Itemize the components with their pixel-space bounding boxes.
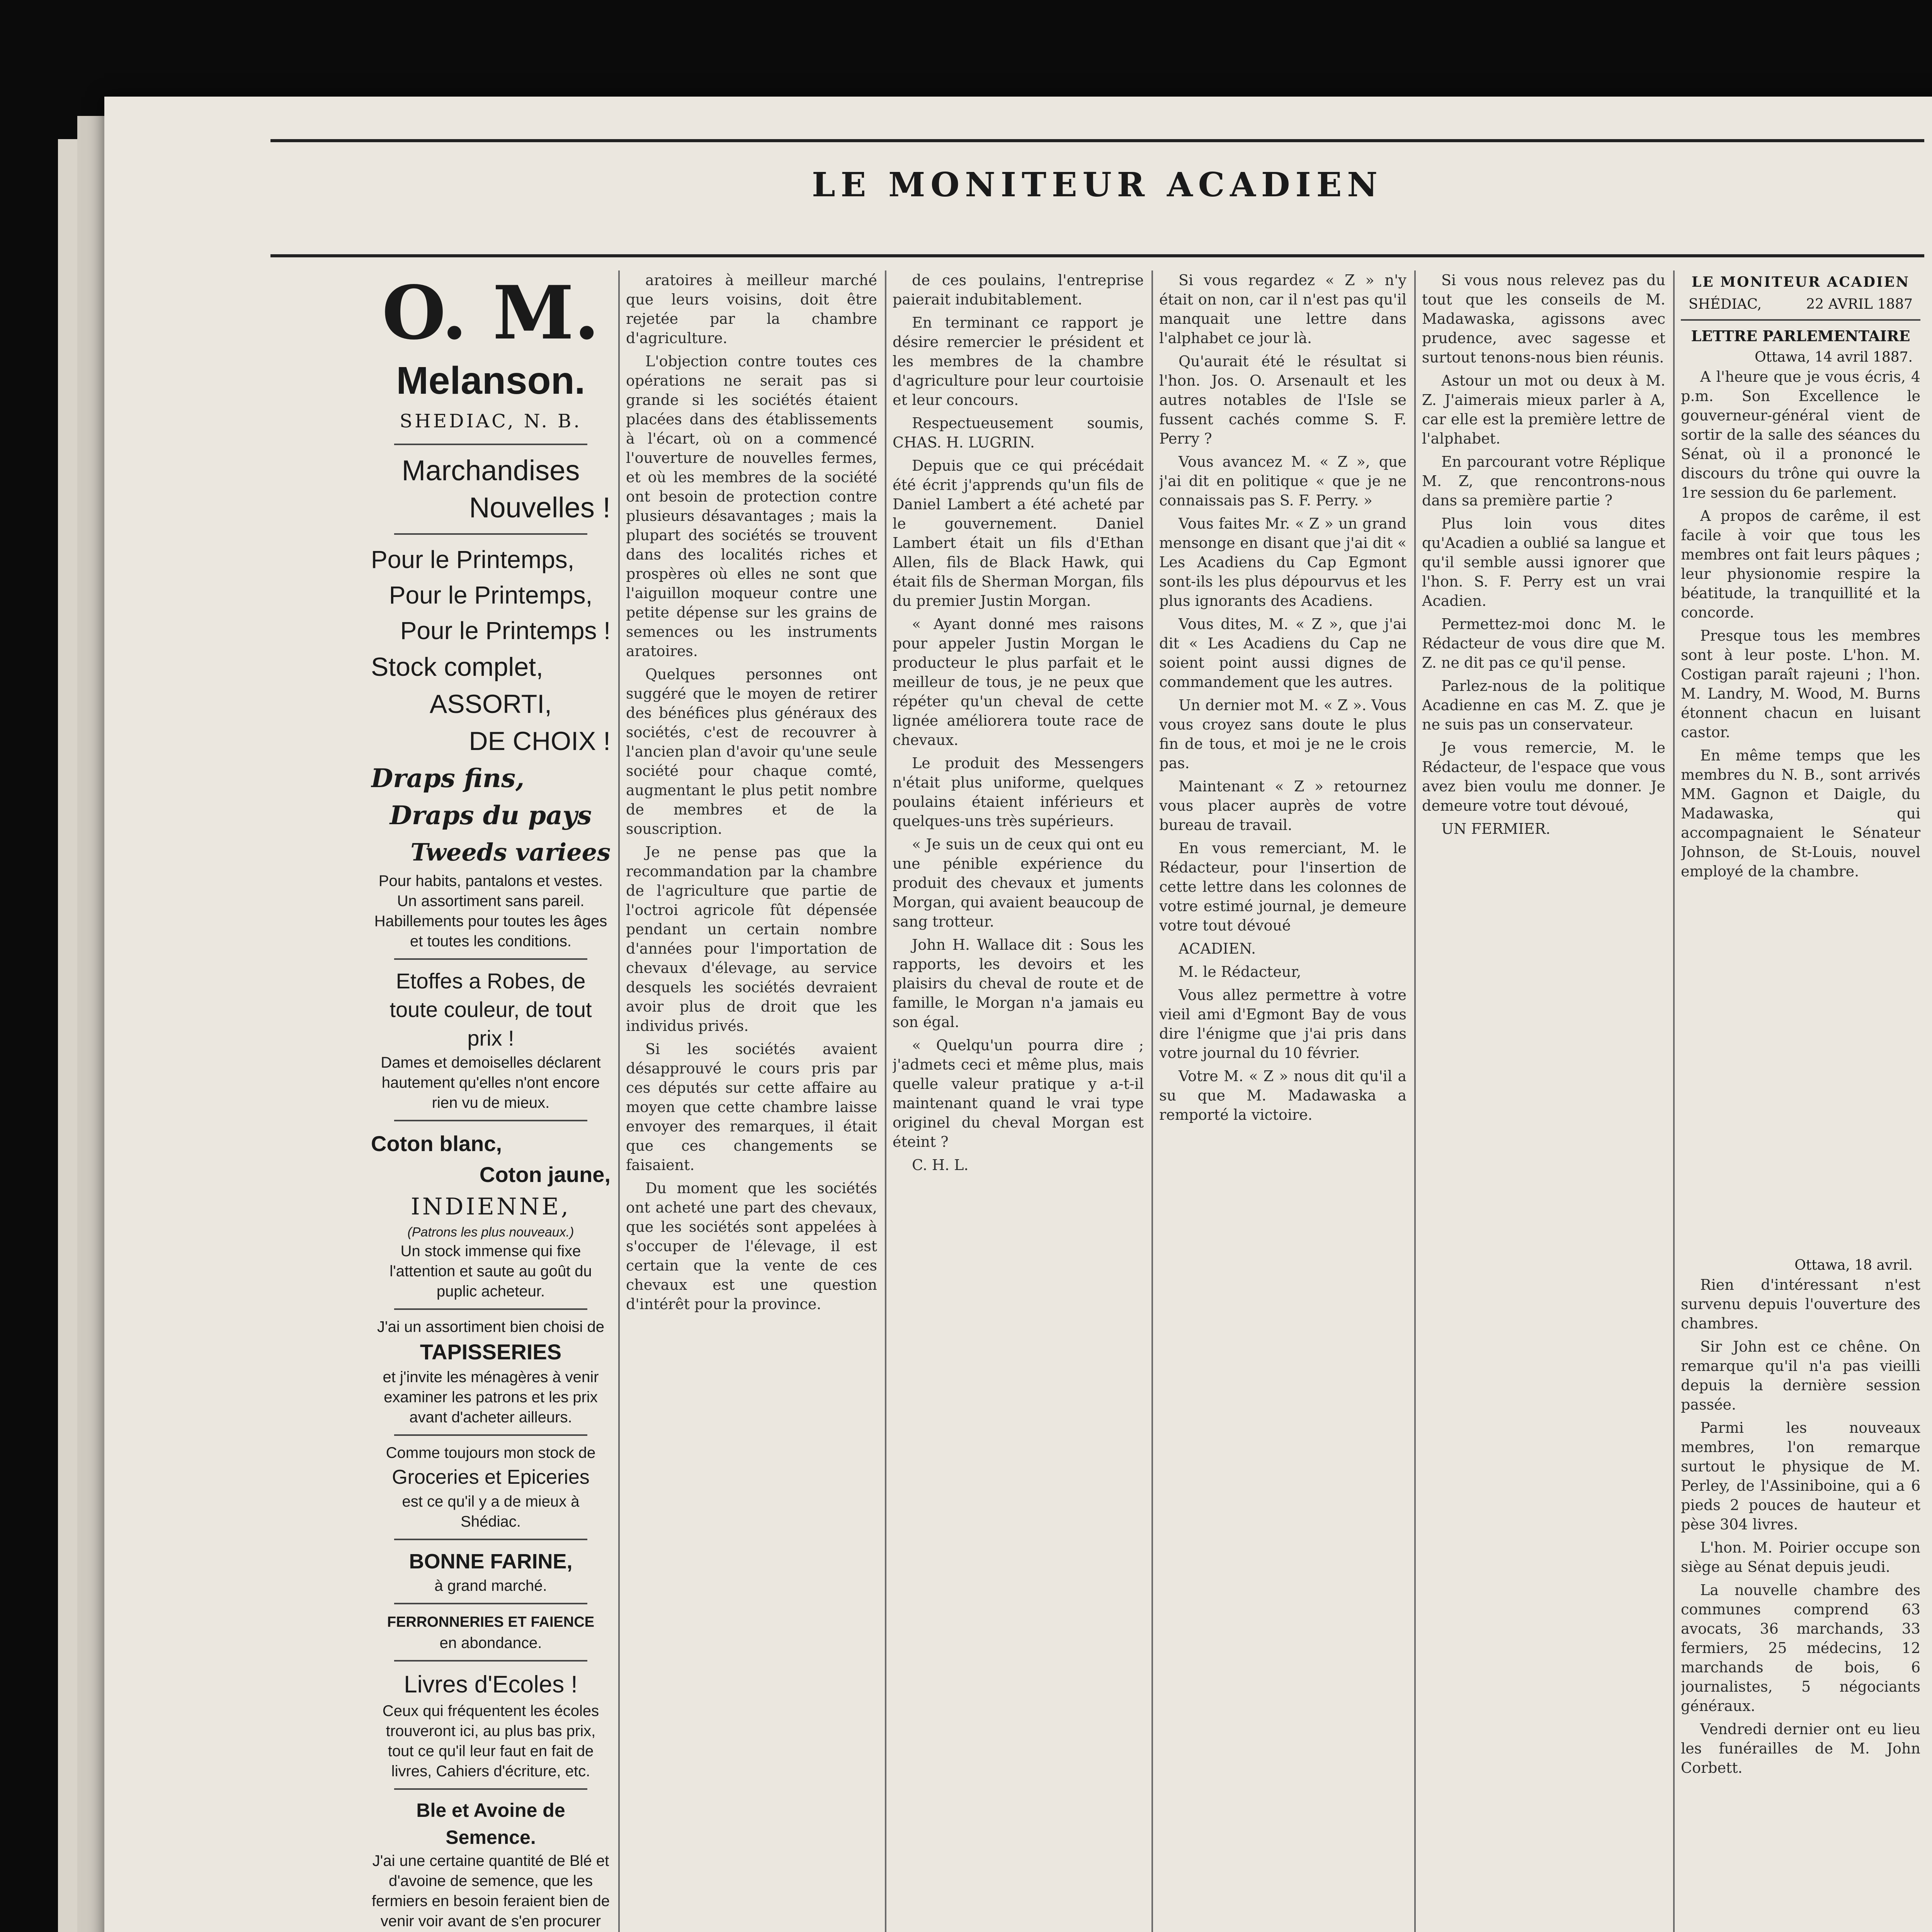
- paragraph: Si les sociétés avaient désapprouvé le cours pris par ces députés sur cette affaire au moyen que cette chambre laisse envoyer des remarques, il était que ces changements se faisaient.: [626, 1041, 877, 1173]
- paragraph: A propos de carême, il est facile à voir que tous les membres ont fait leurs pâques ; leur physionomie respire la béatitude, la tranquillité et la concorde.: [1681, 507, 1920, 621]
- divider: [394, 533, 587, 535]
- advert-initials: O. M.: [382, 270, 600, 356]
- indienne-line: INDIENNE,: [411, 1193, 571, 1220]
- paragraph: Vous avancez M. « Z », que j'ai dit en politique « que je ne connaissais pas S. F. Perry. »: [1159, 453, 1406, 509]
- article-column-2: [626, 270, 877, 1932]
- ferronneries-sub: en abondance.: [439, 1634, 542, 1651]
- livres-text: Ceux qui fréquentent les écoles trouveront ici, au plus bas prix, tout ce qu'il leur faut en fait de livres, Cahiers d'écriture, etc.: [382, 1702, 599, 1780]
- ferronneries-heading: FERRONNERIES ET FAIENCE: [387, 1614, 595, 1630]
- lettre-dateline: Ottawa, 14 avril 1887.: [1755, 349, 1913, 365]
- paragraph: Vous dites, M. « Z », que j'ai dit « Les Acadiens du Cap ne soient point aussi dignes de commandement que les autres.: [1159, 616, 1406, 690]
- tapisseries-heading: TAPISSERIES: [420, 1340, 562, 1364]
- divider: [1681, 319, 1920, 321]
- divider: [394, 958, 587, 960]
- masthead-title: LE MONITEUR ACADIEN: [812, 165, 1383, 204]
- coton-line: Coton jaune,: [479, 1162, 611, 1187]
- advert-name: Melanson.: [396, 359, 585, 402]
- paragraph: L'hon. M. Poirier occupe son siège au Sénat depuis jeudi.: [1681, 1539, 1920, 1575]
- paragraph: L'objection contre toutes ces opérations ne serait pas si grande si les sociétés étaient placées dans des établissements à l'écart, où on a commencé l'ouverture de nouvelles fermes, et où les membres de la société ont besoin de protection contre plusieurs désavantages ; mais la plupart des sociétés se trouvent dans des localités riches et prospères où elles ne sont que l'aiguillon moqueur contre une petite dépense sur les grains de semences ou les instruments aratoires.: [626, 353, 877, 660]
- habits-text: Pour habits, pantalons et vestes. Un assortiment sans pareil. Habillements pour toutes les âges et toutes les conditions.: [374, 872, 607, 950]
- spring-line: Pour le Printemps,: [371, 546, 575, 573]
- paragraph: Je ne pense pas que la recommandation par la chambre de l'agriculture que partie de l'octroi agricole fût dépensée pendant un certain nombre d'années pour l'importation de chevaux d'élevage, au service desquels les sociétés devraient avoir plus de droit que les individus privés.: [626, 844, 877, 1034]
- paragraph: « Ayant donné mes raisons pour appeler Justin Morgan le producteur le plus parfait et le meilleur de tous, je ne peux que répéter qu'un cheval de cette lignée améliorera toute race de chevaux.: [893, 616, 1144, 748]
- paragraph: « Quelqu'un pourra dire ; j'admets ceci et même plus, mais quelle valeur pratique y a-t-il maintenant quand le vrai type originel du cheval Morgan est éteint ?: [893, 1037, 1144, 1150]
- stock-line: ASSORTI,: [429, 689, 552, 719]
- groceries-intro: Comme toujours mon stock de: [386, 1444, 596, 1461]
- spring-line: Pour le Printemps !: [400, 617, 611, 645]
- paragraph: John H. Wallace dit : Sous les rapports, les devoirs et les plaisirs du cheval de route et de famille, le Morgan n'a jamais eu son égal.: [893, 936, 1144, 1031]
- column-rule: [618, 270, 620, 1932]
- paragraph: En même temps que les membres du N. B., sont arrivés MM. Gagnon et Daigle, du Madawaska, qui accompagnaient le Sénateur Johnson, de St-Louis, nouvel employé de la chambre.: [1681, 747, 1920, 880]
- advert-heading: Marchandises: [401, 454, 580, 486]
- local-masthead: LE MONITEUR ACADIEN: [1691, 274, 1910, 290]
- paragraph: M. le Rédacteur,: [1179, 963, 1301, 980]
- paragraph: Depuis que ce qui précédait été écrit j'apprends qu'un fils de Daniel Lambert a été acheté par le gouvernement. Daniel Lambert était un fils d'Ethan Allen, fils de Black Hawk, qui était fils de Sherman Morgan, fils du premier Justin Morgan.: [893, 457, 1144, 609]
- article-column-5: [1422, 270, 1665, 1932]
- groceries-text: est ce qu'il y a de mieux à Shédiac.: [402, 1493, 580, 1530]
- advert-column: [371, 270, 611, 1932]
- groceries-heading: Groceries et Epiceries: [392, 1466, 590, 1488]
- ble-heading: Ble et Avoine de Semence.: [416, 1799, 565, 1848]
- spring-line: Pour le Printemps,: [389, 581, 593, 609]
- article-body: [1422, 270, 1665, 1932]
- article-column-6: [1681, 270, 1920, 1932]
- column-rule: [885, 270, 886, 1932]
- divider: [394, 1539, 587, 1540]
- column-rule: [1414, 270, 1416, 1932]
- ottawa2-dateline: Ottawa, 18 avril.: [1794, 1257, 1913, 1273]
- dateline: [1681, 294, 1920, 315]
- lettre-body: [1681, 367, 1920, 1256]
- paragraph: En terminant ce rapport je désire remercier le président et les membres de la chambre d'agriculture pour leur courtoisie et leur concours.: [893, 314, 1144, 408]
- paragraph: Permettez-moi donc M. le Rédacteur de vous dire que M. Z. ne dit pas ce qu'il pense.: [1422, 616, 1665, 671]
- paragraph: Un dernier mot M. « Z ». Vous vous croyez sans doute le plus fin de tous, et moi je ne le crois pas.: [1159, 697, 1406, 772]
- paragraph: Qu'aurait été le résultat si l'hon. Jos. O. Arsenault et les autres notables de l'Isle se fussent cachés comme S. F. Perry ?: [1159, 353, 1406, 447]
- paragraph: Parlez-nous de la politique Acadienne en cas M. Z. que je ne suis pas un conservateur.: [1422, 677, 1665, 733]
- draps-line: Draps du pays: [389, 800, 592, 830]
- divider: [394, 1308, 587, 1310]
- paragraph: Vous faites Mr. « Z » un grand mensonge en disant que j'ai dit « Les Acadiens du Cap Egmont sont-ils les plus dépourvus et les plus ignorants des Acadiens.: [1159, 515, 1406, 609]
- paragraph: La nouvelle chambre des communes comprend 63 avocats, 36 marchands, 33 fermiers, 25 médecins, 12 marchands de bois, 6 journalistes, 5 négociants généraux.: [1681, 1582, 1920, 1714]
- paragraph: ACADIEN.: [1179, 940, 1256, 957]
- paragraph: Le produit des Messengers n'était plus uniforme, quelques poulains étaient inférieurs et quelques-uns très supérieurs.: [893, 755, 1144, 830]
- tweeds-line: Tweeds variees: [410, 838, 611, 866]
- paragraph: Plus loin vous dites qu'Acadien a oublié sa langue et qu'il semble aussi ignorer que l'hon. S. F. Perry est un vrai Acadien.: [1422, 515, 1665, 609]
- column-rule: [1151, 270, 1153, 1932]
- paragraph: Vous allez permettre à votre vieil ami d'Egmont Bay de vous dire l'énigme que j'ai pris dans votre journal du 10 février.: [1159, 986, 1406, 1061]
- paragraph: A l'heure que je vous écris, 4 p.m. Son Excellence le gouverneur-général vient de sortir de la salle des séances du Sénat, où il a prononcé le discours du trône qui ouvre la 1re session du 6e parlement.: [1681, 368, 1920, 501]
- paragraph: En vous remerciant, M. le Rédacteur, pour l'insertion de cette lettre dans les colonnes de votre estimé journal, je demeure votre tout dévoué: [1159, 840, 1406, 934]
- article-body: [893, 270, 1144, 1932]
- paragraph: Rien d'intéressant n'est survenu depuis l'ouverture des chambres.: [1681, 1276, 1920, 1332]
- article-column-3: [893, 270, 1144, 1932]
- dames-text: Dames et demoiselles déclarent hautement qu'elles n'ont encore rien vu de mieux.: [381, 1054, 601, 1111]
- ottawa2-body: [1681, 1275, 1920, 1932]
- paragraph: « Je suis un de ceux qui ont eu une pénible expérience du produit des chevaux et juments Morgan, qui avaient beaucoup de sang trotteur.: [893, 836, 1144, 930]
- paragraph: Presque tous les membres sont à leur poste. L'hon. M. Costigan paraît rajeuni ; l'hon. M. Landry, M. Wood, M. Burns étonnent chacun en luisant castor.: [1681, 627, 1920, 741]
- dateline-date: 22 AVRIL 1887: [1806, 296, 1913, 312]
- paragraph: Vendredi dernier ont eu lieu les funérailles de M. John Corbett.: [1681, 1721, 1920, 1776]
- tapisseries-text: et j'invite les ménagères à venir examiner les patrons et les prix avant d'acheter ailleurs.: [383, 1369, 599, 1426]
- paragraph: C. H. L.: [912, 1156, 969, 1173]
- paragraph: de ces poulains, l'entreprise paierait indubitablement.: [893, 272, 1144, 308]
- paragraph: Du moment que les sociétés ont acheté une part des chevaux, que les sociétés sont appelées à s'occuper de l'élevage, il est certain que la vente de ces chevaux est une question d'intérêt pour la province.: [626, 1180, 877, 1313]
- dateline-place: SHÉDIAC,: [1689, 296, 1762, 312]
- paragraph: Parmi les nouveaux membres, l'on remarque surtout le physique de M. Perley, de l'Assiniboine, qui a 6 pieds 2 pouces de hauteur et pèse 304 livres.: [1681, 1419, 1920, 1533]
- stock-line: DE CHOIX !: [469, 726, 611, 756]
- tapisseries-intro: J'ai un assortiment bien choisi de: [377, 1318, 604, 1335]
- advert-place: SHEDIAC, N. B.: [400, 410, 582, 432]
- advert-heading: Nouvelles !: [469, 492, 611, 524]
- ble-text: J'ai une certaine quantité de Blé et d'avoine de semence, que les fermiers en besoin feraient bien de venir voir avant de s'en procurer: [372, 1852, 610, 1930]
- livres-heading: Livres d'Ecoles !: [404, 1671, 578, 1698]
- farine-heading: BONNE FARINE,: [409, 1550, 573, 1573]
- paragraph: aratoires à meilleur marché que leurs voisins, doit être rejetée par la chambre d'agriculture.: [626, 272, 877, 347]
- draps-line: Draps fins,: [371, 763, 525, 793]
- article-column-4: [1159, 270, 1406, 1932]
- divider: [394, 444, 587, 445]
- paragraph: Maintenant « Z » retournez vous placer auprès de votre bureau de travail.: [1159, 778, 1406, 833]
- paragraph: En parcourant votre Réplique M. Z, que rencontrons-nous dans sa première partie ?: [1422, 453, 1665, 509]
- indienne-note: (Patrons les plus nouveaux.): [407, 1225, 574, 1240]
- divider: [394, 1120, 587, 1121]
- lettre-heading: LETTRE PARLEMENTAIRE: [1691, 327, 1910, 345]
- coton-line: Coton blanc,: [371, 1131, 502, 1156]
- paragraph: Sir John est ce chêne. On remarque qu'il n'a pas vieilli depuis la dernière session passée.: [1681, 1338, 1920, 1413]
- paragraph: Quelques personnes ont suggéré que le moyen de retirer des bénéfices plus généraux des sociétés, c'est de recouvrer à l'ancien plan d'avoir qu'une seule société pour chaque comté, augmentant le plus petit nombre de membres et de la souscription.: [626, 666, 877, 837]
- paragraph: Si vous regardez « Z » n'y était on non, car il n'est pas qu'il manquait une lettre dans l'alphabet ce jour là.: [1159, 272, 1406, 347]
- paragraph: Votre M. « Z » nous dit qu'il a su que M. Madawaska a remporté la victoire.: [1159, 1068, 1406, 1123]
- masthead: [270, 139, 1924, 257]
- divider: [394, 1788, 587, 1790]
- farine-sub: à grand marché.: [434, 1577, 547, 1594]
- column-rule: [1673, 270, 1675, 1932]
- divider: [394, 1603, 587, 1604]
- paragraph: UN FERMIER.: [1441, 820, 1551, 837]
- divider: [394, 1660, 587, 1662]
- divider: [394, 1434, 587, 1436]
- stock-line: Stock complet,: [371, 652, 543, 682]
- paragraph: Je vous remercie, M. le Rédacteur, de l'espace que vous avez bien voulu me donner. Je demeure votre tout dévoué,: [1422, 739, 1665, 814]
- paragraph: Astour un mot ou deux à M. Z. J'aimerais mieux parler à A, car elle est la première lettre de l'alphabet.: [1422, 372, 1665, 447]
- paragraph: Si vous nous relevez pas du tout que les conseils de M. Madawaska, agissons avec prudence, avec sagesse et surtout tenons-nous bien réunis.: [1422, 272, 1665, 366]
- paragraph: Respectueusement soumis, CHAS. H. LUGRIN.: [893, 415, 1144, 451]
- stock-immense-text: Un stock immense qui fixe l'attention et saute au goût du puplic acheteur.: [389, 1243, 592, 1300]
- etoffes-line: Etoffes a Robes, de toute couleur, de tout prix !: [389, 969, 592, 1050]
